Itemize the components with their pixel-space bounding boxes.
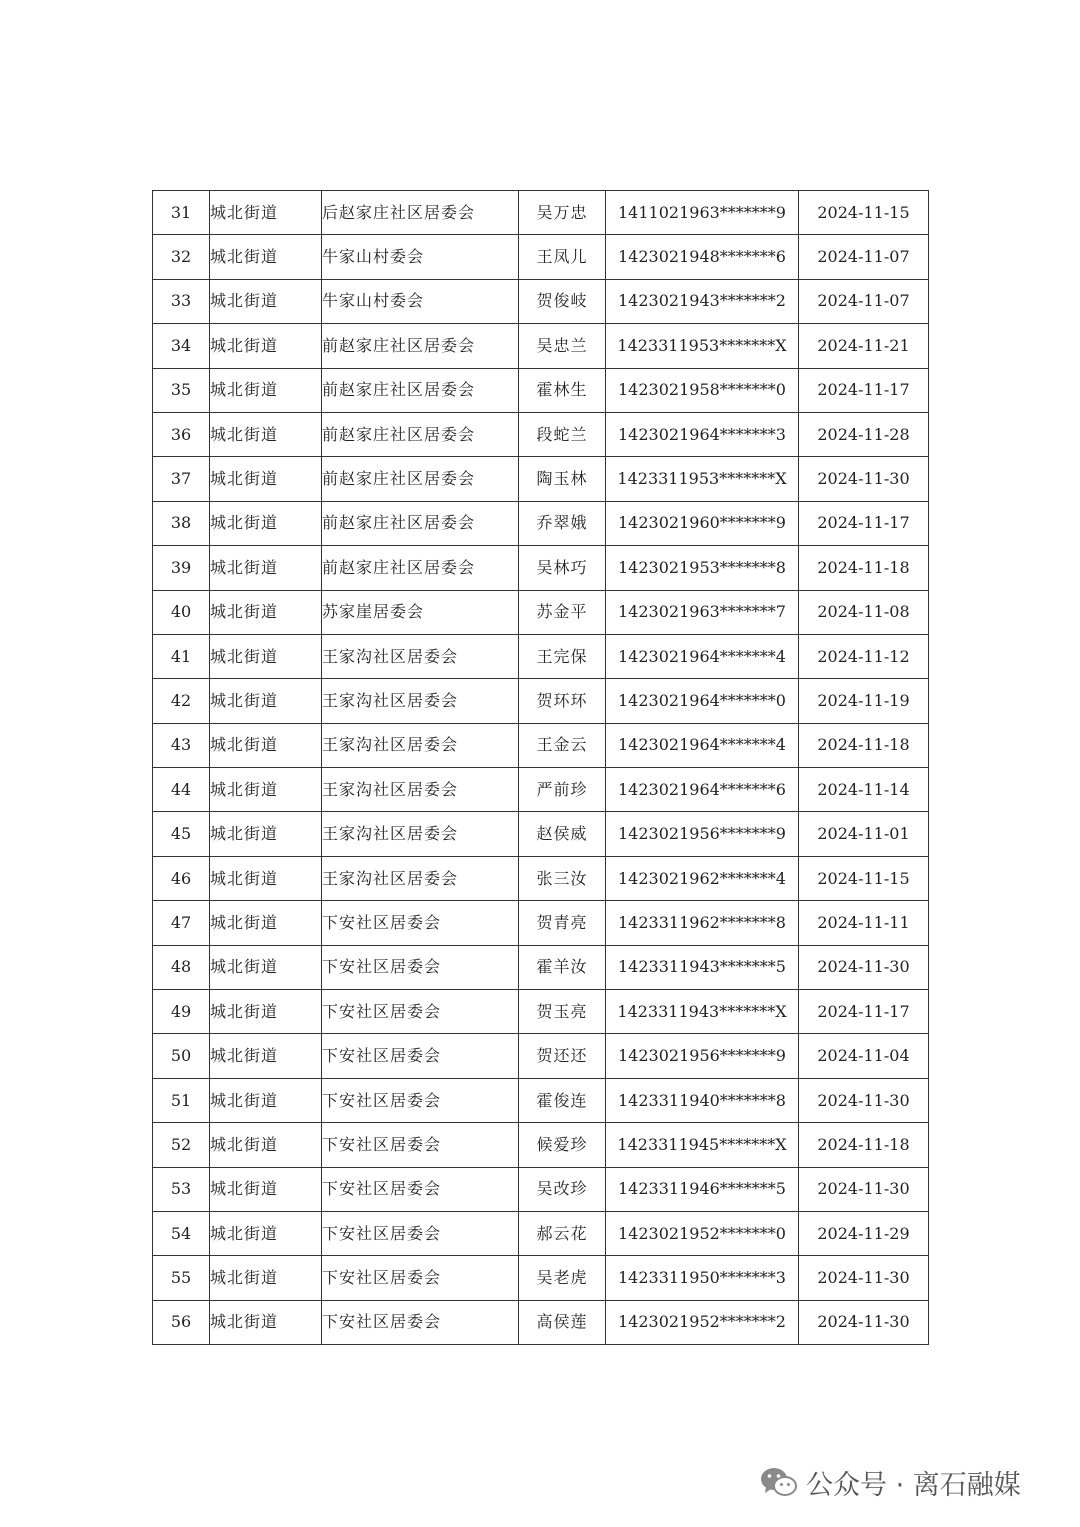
table-row — [153, 235, 929, 279]
row-number: 54 — [153, 1211, 210, 1255]
street-cell: 城北街道 — [210, 990, 322, 1034]
name-cell: 王凤儿 — [519, 235, 606, 279]
id-number-cell: 1423021952*******2 — [606, 1300, 799, 1344]
committee-cell: 下安社区居委会 — [322, 901, 519, 945]
street-cell: 城北街道 — [210, 279, 322, 323]
row-number: 53 — [153, 1167, 210, 1211]
table-row — [153, 1167, 929, 1211]
row-number: 35 — [153, 368, 210, 412]
committee-cell: 王家沟社区居委会 — [322, 634, 519, 678]
street-cell: 城北街道 — [210, 634, 322, 678]
id-number-cell: 1423311950*******3 — [606, 1256, 799, 1300]
name-cell: 霍林生 — [519, 368, 606, 412]
date-cell: 2024-11-17 — [799, 501, 929, 545]
table-row — [153, 1078, 929, 1122]
row-number: 44 — [153, 768, 210, 812]
committee-cell: 牛家山村委会 — [322, 235, 519, 279]
date-cell: 2024-11-08 — [799, 590, 929, 634]
street-cell: 城北街道 — [210, 412, 322, 456]
street-cell: 城北街道 — [210, 945, 322, 989]
id-number-cell: 1423311946*******5 — [606, 1167, 799, 1211]
street-cell: 城北街道 — [210, 324, 322, 368]
date-cell: 2024-11-30 — [799, 945, 929, 989]
committee-cell: 下安社区居委会 — [322, 945, 519, 989]
date-cell: 2024-11-11 — [799, 901, 929, 945]
street-cell: 城北街道 — [210, 1211, 322, 1255]
wechat-icon — [760, 1466, 798, 1498]
date-cell: 2024-11-07 — [799, 235, 929, 279]
id-number-cell: 1423021943*******2 — [606, 279, 799, 323]
name-cell: 贺青亮 — [519, 901, 606, 945]
roster-table — [152, 190, 929, 1345]
committee-cell: 牛家山村委会 — [322, 279, 519, 323]
id-number-cell: 1423021952*******0 — [606, 1211, 799, 1255]
street-cell: 城北街道 — [210, 1034, 322, 1078]
committee-cell: 前赵家庄社区居委会 — [322, 324, 519, 368]
name-cell: 高侯莲 — [519, 1300, 606, 1344]
table-row — [153, 191, 929, 235]
committee-cell: 王家沟社区居委会 — [322, 768, 519, 812]
date-cell: 2024-11-30 — [799, 457, 929, 501]
date-cell: 2024-11-17 — [799, 990, 929, 1034]
street-cell: 城北街道 — [210, 812, 322, 856]
committee-cell: 前赵家庄社区居委会 — [322, 501, 519, 545]
table-row — [153, 1256, 929, 1300]
row-number: 47 — [153, 901, 210, 945]
row-number: 32 — [153, 235, 210, 279]
row-number: 37 — [153, 457, 210, 501]
table-row — [153, 990, 929, 1034]
date-cell: 2024-11-19 — [799, 679, 929, 723]
committee-cell: 前赵家庄社区居委会 — [322, 457, 519, 501]
committee-cell: 下安社区居委会 — [322, 1256, 519, 1300]
name-cell: 段蛇兰 — [519, 412, 606, 456]
row-number: 31 — [153, 191, 210, 235]
street-cell: 城北街道 — [210, 1300, 322, 1344]
date-cell: 2024-11-30 — [799, 1256, 929, 1300]
table-row — [153, 590, 929, 634]
table-row — [153, 1123, 929, 1167]
date-cell: 2024-11-30 — [799, 1167, 929, 1211]
row-number: 40 — [153, 590, 210, 634]
name-cell: 贺环环 — [519, 679, 606, 723]
name-cell: 陶玉林 — [519, 457, 606, 501]
name-cell: 贺俊岐 — [519, 279, 606, 323]
name-cell: 吴林巧 — [519, 546, 606, 590]
committee-cell: 下安社区居委会 — [322, 1211, 519, 1255]
date-cell: 2024-11-21 — [799, 324, 929, 368]
date-cell: 2024-11-18 — [799, 1123, 929, 1167]
street-cell: 城北街道 — [210, 1123, 322, 1167]
id-number-cell: 1423021964*******3 — [606, 412, 799, 456]
date-cell: 2024-11-28 — [799, 412, 929, 456]
committee-cell: 前赵家庄社区居委会 — [322, 368, 519, 412]
date-cell: 2024-11-01 — [799, 812, 929, 856]
date-cell: 2024-11-15 — [799, 191, 929, 235]
table-row — [153, 501, 929, 545]
name-cell: 郝云花 — [519, 1211, 606, 1255]
street-cell: 城北街道 — [210, 546, 322, 590]
id-number-cell: 1423021964*******4 — [606, 723, 799, 767]
street-cell: 城北街道 — [210, 1078, 322, 1122]
name-cell: 张三汝 — [519, 856, 606, 900]
name-cell: 吴改珍 — [519, 1167, 606, 1211]
id-number-cell: 1423021962*******4 — [606, 856, 799, 900]
committee-cell: 下安社区居委会 — [322, 1078, 519, 1122]
roster-table-body — [153, 191, 929, 1345]
street-cell: 城北街道 — [210, 191, 322, 235]
street-cell: 城北街道 — [210, 590, 322, 634]
id-number-cell: 1423311953*******X — [606, 457, 799, 501]
committee-cell: 前赵家庄社区居委会 — [322, 546, 519, 590]
name-cell: 贺玉亮 — [519, 990, 606, 1034]
table-row — [153, 856, 929, 900]
street-cell: 城北街道 — [210, 856, 322, 900]
committee-cell: 下安社区居委会 — [322, 1300, 519, 1344]
name-cell: 霍俊连 — [519, 1078, 606, 1122]
date-cell: 2024-11-07 — [799, 279, 929, 323]
id-number-cell: 1423311953*******X — [606, 324, 799, 368]
row-number: 52 — [153, 1123, 210, 1167]
date-cell: 2024-11-29 — [799, 1211, 929, 1255]
row-number: 45 — [153, 812, 210, 856]
row-number: 36 — [153, 412, 210, 456]
id-number-cell: 1423021956*******9 — [606, 1034, 799, 1078]
street-cell: 城北街道 — [210, 901, 322, 945]
street-cell: 城北街道 — [210, 768, 322, 812]
date-cell: 2024-11-04 — [799, 1034, 929, 1078]
date-cell: 2024-11-18 — [799, 723, 929, 767]
table-row — [153, 368, 929, 412]
id-number-cell: 1423021956*******9 — [606, 812, 799, 856]
committee-cell: 苏家崖居委会 — [322, 590, 519, 634]
id-number-cell: 1423311945*******X — [606, 1123, 799, 1167]
name-cell: 候爱珍 — [519, 1123, 606, 1167]
table-row — [153, 324, 929, 368]
name-cell: 霍羊汝 — [519, 945, 606, 989]
id-number-cell: 1423021948*******6 — [606, 235, 799, 279]
id-number-cell: 1423311940*******8 — [606, 1078, 799, 1122]
row-number: 55 — [153, 1256, 210, 1300]
table-row — [153, 945, 929, 989]
committee-cell: 下安社区居委会 — [322, 990, 519, 1034]
name-cell: 王金云 — [519, 723, 606, 767]
street-cell: 城北街道 — [210, 679, 322, 723]
row-number: 46 — [153, 856, 210, 900]
name-cell: 严前珍 — [519, 768, 606, 812]
table-row — [153, 1300, 929, 1344]
committee-cell: 王家沟社区居委会 — [322, 812, 519, 856]
table-row — [153, 768, 929, 812]
table-row — [153, 901, 929, 945]
row-number: 56 — [153, 1300, 210, 1344]
name-cell: 吴万忠 — [519, 191, 606, 235]
row-number: 48 — [153, 945, 210, 989]
name-cell: 王完保 — [519, 634, 606, 678]
date-cell: 2024-11-15 — [799, 856, 929, 900]
committee-cell: 下安社区居委会 — [322, 1034, 519, 1078]
table-row — [153, 1211, 929, 1255]
id-number-cell: 1423021964*******6 — [606, 768, 799, 812]
street-cell: 城北街道 — [210, 368, 322, 412]
table-row — [153, 723, 929, 767]
committee-cell: 王家沟社区居委会 — [322, 679, 519, 723]
row-number: 41 — [153, 634, 210, 678]
id-number-cell: 1423311962*******8 — [606, 901, 799, 945]
committee-cell: 王家沟社区居委会 — [322, 723, 519, 767]
table-row — [153, 457, 929, 501]
row-number: 42 — [153, 679, 210, 723]
committee-cell: 后赵家庄社区居委会 — [322, 191, 519, 235]
id-number-cell: 1423021963*******7 — [606, 590, 799, 634]
date-cell: 2024-11-18 — [799, 546, 929, 590]
row-number: 34 — [153, 324, 210, 368]
date-cell: 2024-11-30 — [799, 1300, 929, 1344]
street-cell: 城北街道 — [210, 723, 322, 767]
date-cell: 2024-11-17 — [799, 368, 929, 412]
row-number: 50 — [153, 1034, 210, 1078]
row-number: 33 — [153, 279, 210, 323]
id-number-cell: 1423021953*******8 — [606, 546, 799, 590]
table-row — [153, 812, 929, 856]
row-number: 43 — [153, 723, 210, 767]
street-cell: 城北街道 — [210, 1256, 322, 1300]
id-number-cell: 1423021964*******4 — [606, 634, 799, 678]
date-cell: 2024-11-14 — [799, 768, 929, 812]
street-cell: 城北街道 — [210, 457, 322, 501]
id-number-cell: 1411021963*******9 — [606, 191, 799, 235]
table-row — [153, 279, 929, 323]
row-number: 51 — [153, 1078, 210, 1122]
name-cell: 贺还还 — [519, 1034, 606, 1078]
row-number: 39 — [153, 546, 210, 590]
committee-cell: 下安社区居委会 — [322, 1123, 519, 1167]
watermark — [760, 1462, 1021, 1502]
id-number-cell: 1423021960*******9 — [606, 501, 799, 545]
table-row — [153, 546, 929, 590]
street-cell: 城北街道 — [210, 235, 322, 279]
name-cell: 乔翠娥 — [519, 501, 606, 545]
id-number-cell: 1423311943*******X — [606, 990, 799, 1034]
committee-cell: 下安社区居委会 — [322, 1167, 519, 1211]
name-cell: 赵侯威 — [519, 812, 606, 856]
name-cell: 苏金平 — [519, 590, 606, 634]
watermark-text: 公众号 · 离石融媒 — [806, 1469, 1021, 1501]
date-cell: 2024-11-12 — [799, 634, 929, 678]
date-cell: 2024-11-30 — [799, 1078, 929, 1122]
street-cell: 城北街道 — [210, 501, 322, 545]
id-number-cell: 1423021958*******0 — [606, 368, 799, 412]
row-number: 49 — [153, 990, 210, 1034]
table-row — [153, 1034, 929, 1078]
committee-cell: 前赵家庄社区居委会 — [322, 412, 519, 456]
table-row — [153, 412, 929, 456]
table-row — [153, 634, 929, 678]
row-number: 38 — [153, 501, 210, 545]
id-number-cell: 1423021964*******0 — [606, 679, 799, 723]
committee-cell: 王家沟社区居委会 — [322, 856, 519, 900]
id-number-cell: 1423311943*******5 — [606, 945, 799, 989]
table-row — [153, 679, 929, 723]
street-cell: 城北街道 — [210, 1167, 322, 1211]
name-cell: 吴老虎 — [519, 1256, 606, 1300]
name-cell: 吴忠兰 — [519, 324, 606, 368]
